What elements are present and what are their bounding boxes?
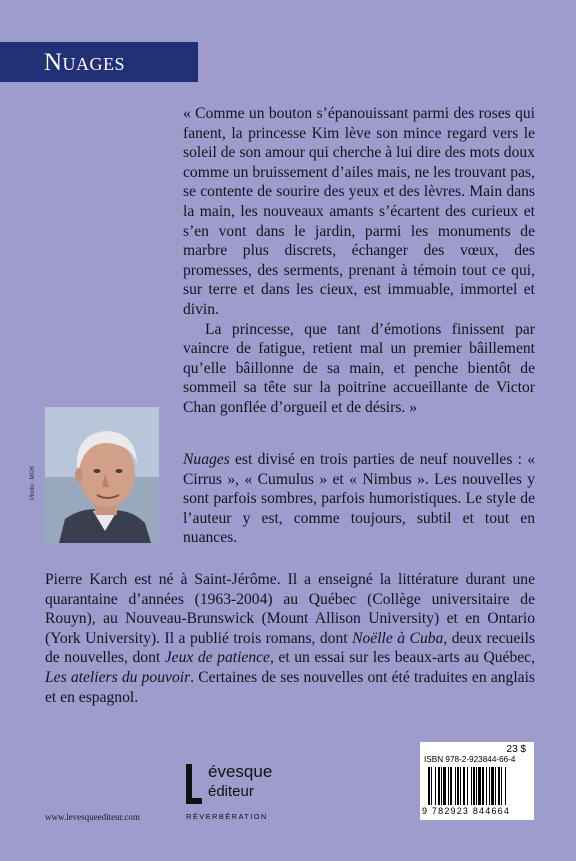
author-biography	[45, 570, 535, 707]
bio-text-1: Pierre Karch est né à Saint-Jérôme. Il a enseigné la littérature durant une quarantaine d’années (1963-2004) au Québec (Collège universitaire de Rouyn), au Nouveau-Brunswick (Mount Allison University) et en Ontario (York University). Il a publié trois romans, dont	[45, 571, 535, 647]
bio-title-essay: Les ateliers du pouvoir	[45, 668, 191, 686]
photo-credit: Photo : MOK	[30, 465, 36, 500]
publisher-name: évesque	[208, 762, 273, 781]
bio-text-2: , deux recueils de nouvelles, dont	[45, 629, 535, 667]
bio-title-novel: Noëlle à Cuba	[352, 629, 444, 647]
publisher-website: www.levesqueediteur.com	[45, 812, 140, 822]
bio-paragraph	[45, 570, 535, 707]
summary-paragraph	[183, 450, 535, 548]
publisher-logo	[186, 758, 276, 830]
isbn-label: ISBN 978-2-923844-66-4	[424, 755, 516, 764]
ean-number: 9 782923 844664	[422, 806, 511, 816]
excerpt-paragraph-2: La princesse, que tant d’émotions finissent par vaincre de fatigue, retient mal un premier bâillement qu’elle bâillonne de sa main, et penche bientôt de sommeil sa tête sur la poitrine accueillante de Victor Chan gonflée d’orgueil et de désirs. »	[183, 320, 535, 416]
book-summary	[183, 450, 535, 548]
publisher-logo-mark-foot	[186, 798, 202, 804]
summary-title-word: Nuages	[183, 451, 230, 468]
publisher-series: RÉVERBÉRATION	[186, 812, 268, 821]
barcode-panel	[420, 742, 534, 820]
author-photo	[45, 407, 159, 543]
title-band	[0, 42, 198, 82]
book-title: Nuages	[44, 49, 126, 76]
barcode-icon	[426, 767, 530, 805]
summary-text: est divisé en trois parties de neuf nouvelles : « Cirrus », « Cumulus » et « Nimbus ». Les nouvelles y sont parfois sombres, parfois humoristiques. Le style de l’auteur y est, comme toujours, subtil et tout en nuances.	[183, 451, 535, 547]
price-label: 23 $	[506, 744, 526, 755]
publisher-subname: éditeur	[208, 783, 254, 800]
bio-title-collection: Jeux de patience	[164, 649, 270, 667]
excerpt-quote	[183, 104, 535, 418]
author-portrait-image	[45, 407, 159, 543]
excerpt-paragraph-1: « Comme un bouton s’épanouissant parmi des roses qui fanent, la princesse Kim lève son mince regard vers le soleil de son amour qui cherche à lui dire des mots doux comme un bruissement d’ailes mais, ne les trouvant pas, se contente de sourire des yeux et des lèvres. Main dans la main, les nouveaux amants s’écartent des curieux et s’en vont dans le jardin, parmi les monuments de marbre plus discrets, échanger des vœux, des promesses, des serments, prenant à témoin tout ce qui, sur terre et dans les cieux, est immuable, immortel et divin.	[183, 105, 535, 318]
bio-text-3: , et un essai sur les beaux-arts au Québec,	[269, 649, 535, 667]
bio-text-4: . Certaines de ses nouvelles ont été traduites en anglais et en espagnol.	[45, 668, 535, 706]
